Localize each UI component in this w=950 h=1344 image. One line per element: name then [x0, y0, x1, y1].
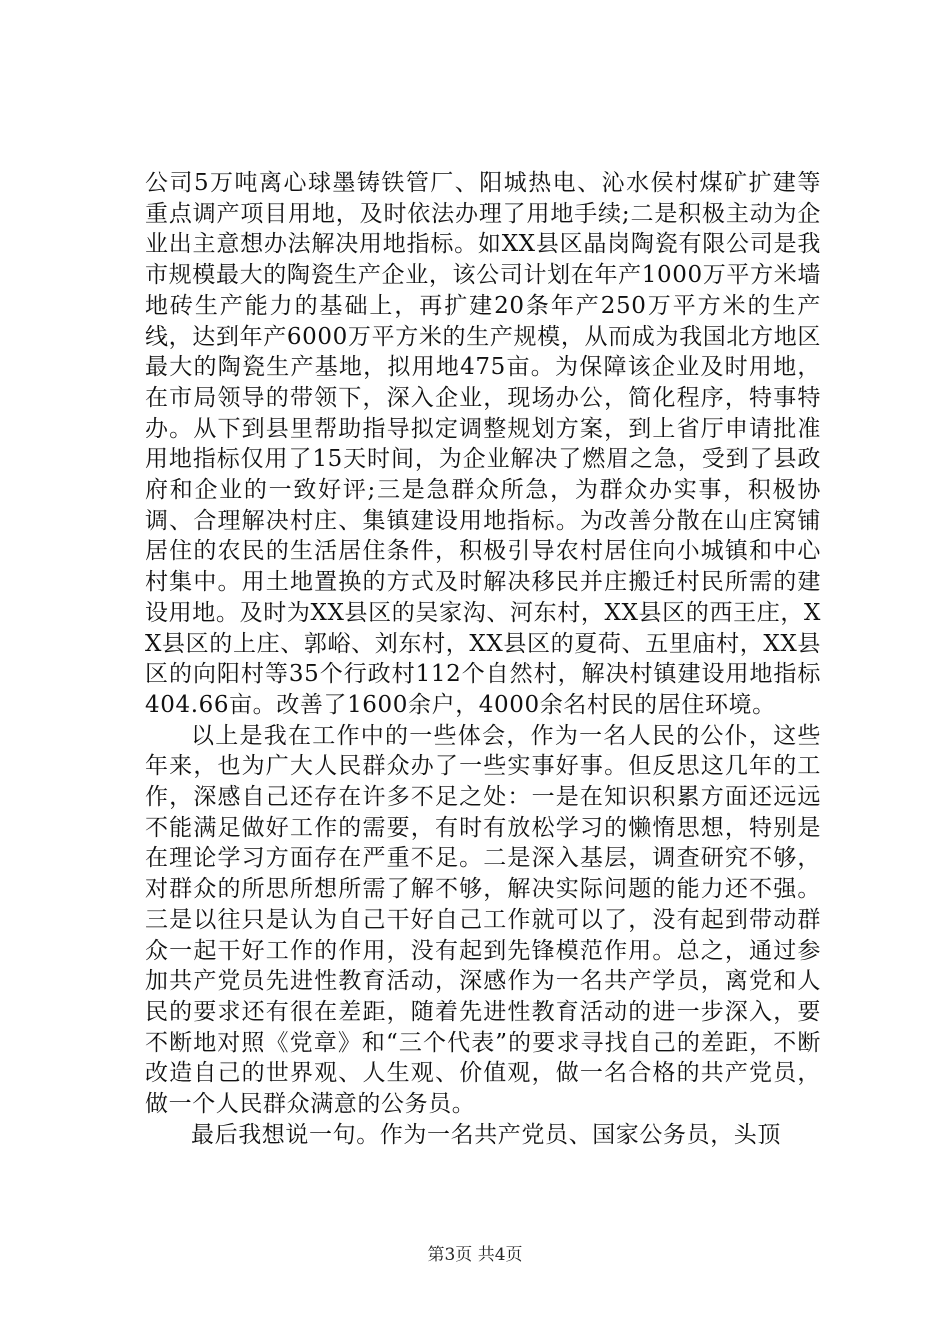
paragraph-2: 以上是我在工作中的一些体会，作为一名人民的公仆，这些年来，也为广大人民群众办了一些实事好事。但反思这几年的工作，深感自己还存在许多不足之处：一是在知识积累方面还远远不能满足做好工作的需要，有时有放松学习的懒惰思想，特别是在理论学习方面存在严重不足。二是深入基层，调查研究不够，对群众的所思所想所需了解不够，解决实际问题的能力还不强。三是以往只是认为自己干好自己工作就可以了，没有起到带动群众一起干好工作的作用，没有起到先锋模范作用。总之，通过参加共产党员先进性教育活动，深感作为一名共产学员，离党和人民的要求还有很在差距，随着先进性教育活动的进一步深入，要不断地对照《党章》和“三个代表”的要求寻找自己的差距，不断改造自己的世界观、人生观、价值观，做一名合格的共产党员，做一个人民群众满意的公务员。: [145, 722, 821, 1118]
paragraph-1: 公司5万吨离心球墨铸铁管厂、阳城热电、沁水侯村煤矿扩建等重点调产项目用地，及时依法办理了用地手续;二是积极主动为企业出主意想办法解决用地指标。如XX县区晶岗陶瓷有限公司是我市规模最大的陶瓷生产企业，该公司计划在年产1000万平方米墙地砖生产能力的基础上，再扩建20条年产250万平方米的生产线，达到年产6000万平方米的生产规模，从而成为我国北方地区最大的陶瓷生产基地，拟用地475亩。为保障该企业及时用地，在市局领导的带领下，深入企业，现场办公，简化程序，特事特办。从下到县里帮助指导拟定调整规划方案，到上省厅申请批准用地指标仅用了15天时间，为企业解决了燃眉之急，受到了县政府和企业的一致好评;三是急群众所急，为群众办实事，积极协调、合理解决村庄、集镇建设用地指标。为改善分散在山庄窝铺居住的农民的生活居住条件，积极引导农村居住向小城镇和中心村集中。用土地置换的方式及时解决移民并庄搬迁村民所需的建设用地。及时为XX县区的吴家沟、河东村，XX县区的西王庄，XX县区的上庄、郭峪、刘东村，XX县区的夏荷、五里庙村，XX县区的向阳村等35个行政村112个自然村，解决村镇建设用地指标404.66亩。改善了1600余户，4000余名村民的居住环境。: [145, 170, 821, 718]
document-body: [145, 168, 821, 1151]
page-footer: 第3页 共4页: [427, 1245, 523, 1265]
paragraph-3: 最后我想说一句。作为一名共产党员、国家公务员，头顶: [191, 1121, 781, 1148]
